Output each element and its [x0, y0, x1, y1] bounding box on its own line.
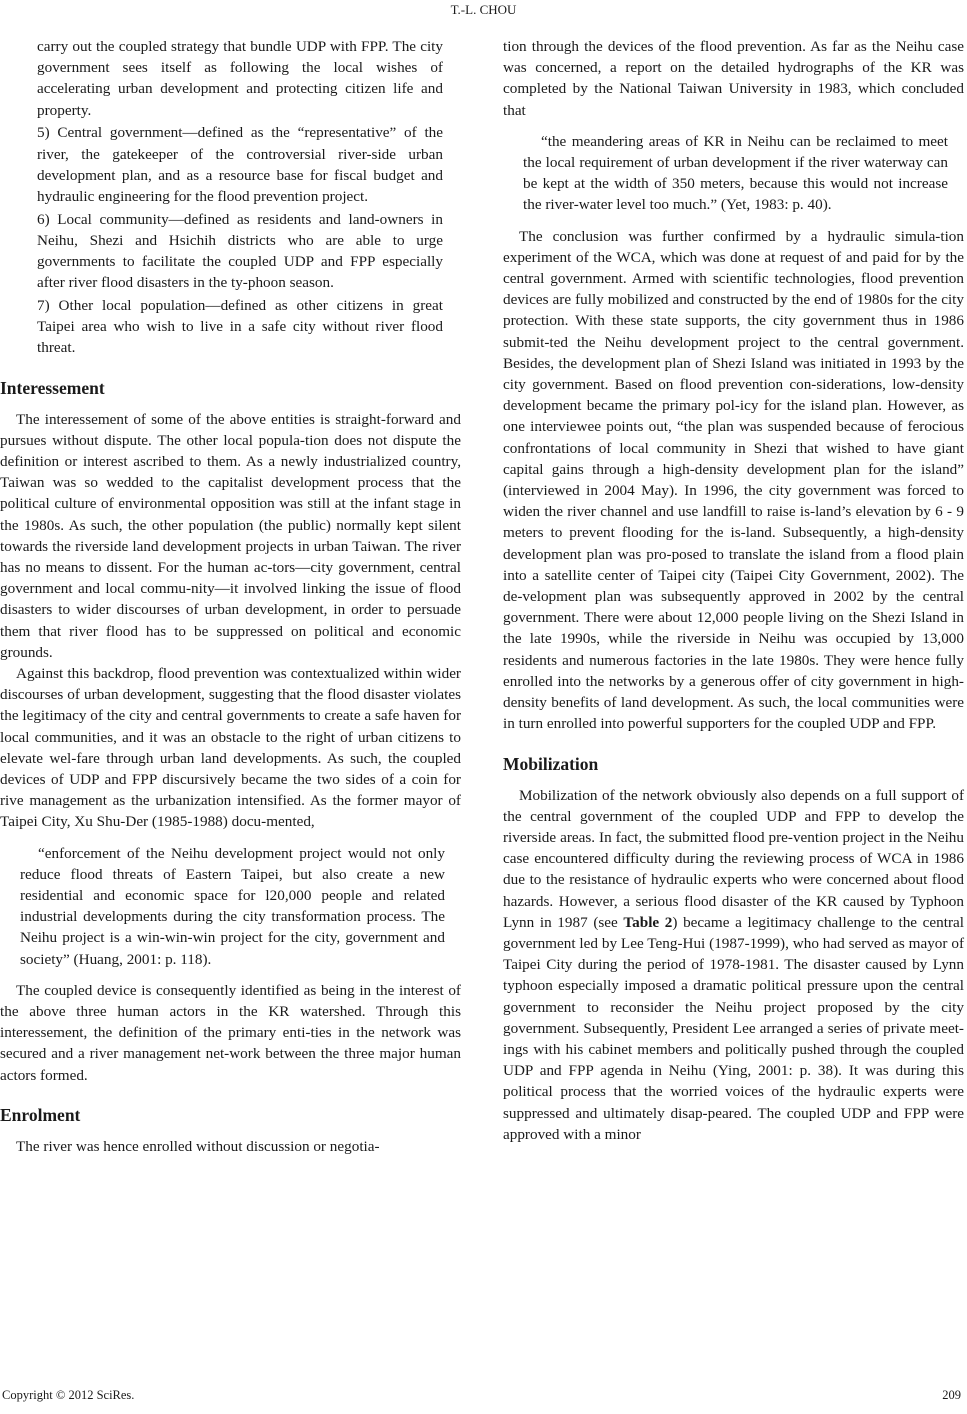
body-paragraph: The coupled device is consequently identified as being in the interest of the above three human actors in the KR watershed. Through this interessement, the definition of the primary enti-ties in the network was secured and a river management net-work between the three major human actors formed.	[0, 981, 461, 1084]
list-item: 7) Other local population—defined as other citizens in great Taipei area who wish to live in a safe city without river flood threat.	[37, 296, 443, 357]
list-item: 5) Central government—defined as the “representative” of the river, the gatekeeper of the controversial river-side urban development plan, and as a resource base for fiscal budget and hydraulic engineering for the flood prevention project.	[37, 124, 443, 205]
section-heading-enrolment: Enrolment	[0, 1104, 81, 1125]
body-paragraph: tion through the devices of the flood prevention. As far as the Neihu case was concerned, a report on the detailed hydrographs of the KR was completed by the National Taiwan University in 1983, which concluded that	[503, 38, 964, 119]
quote-text: “the meandering areas of KR in Neihu can be reclaimed to meet the local requirement of urban development if the river waterway can be kept at the width of 350 meters, because this would not increase the river-water level too much.” (Yet, 1983: p. 40).	[523, 132, 948, 214]
list-item: carry out the coupled strategy that bundle UDP with FPP. The city government sees itself as following the local wishes of accelerating urban development and protecting citizen life and property.	[37, 38, 443, 119]
paragraph-text: Mobilization of the network obviously also depends on a full support of the central government of the coupled UDP and FPP to develop the riverside areas. In fact, the submitted flood pre-vention project in the Neihu case encountered difficulty during the reviewing process of WCA in 1986 due to the resistance of hydraulic experts who were concerned about flood hazards. However, a serious flood disaster of the KR caused by Typhoon Lynn in 1987 (see	[503, 786, 964, 931]
running-head: T.-L. CHOU	[450, 2, 517, 17]
body-paragraph: The interessement of some of the above entities is straight-forward and pursues without dispute. The other local popula-tion does not dispute the definition or interest ascribed to them. As a newly industrialized country, Taiwan was so wedded to the capitalist development process that the political culture of environmental opposition was still at the infant stage in the 1980s. As such, the other population (the public) normally kept silent towards the riverside land development projects in urban Taiwan. The river has no means to dissent. For the human ac-tors—city government, central government and local commu-nity—it involved linking the issue of flood disasters to wider discourses of urban development, in order to persuade them that river flood has to be suppressed on political and economic grounds.	[0, 410, 461, 661]
left-column	[0, 36, 461, 1157]
copyright-notice: Copyright © 2012 SciRes.	[2, 1388, 135, 1402]
paragraph-text: ) became a legitimacy challenge to the central government led by Lee Teng-Hui (1987-1999), who had served as mayor of Taipei City during the period of 1978-1981. The disaster caused by Lynn typhoon especially imposed a dramatic political pressure upon the central government to reconsider the Neihu project proposed by the city government. Subsequently, President Lee arranged a series of private meet-ings with his cabinet members and politically pushed through the coupled UDP and FPP agenda in Neihu (Ying, 2001: p. 38). It was during this political process that the worried voices of the hydraulic experts were suppressed and ultimately disap-peared. The coupled UDP and FPP were approved with a minor	[503, 913, 964, 1143]
page-number: 209	[942, 1388, 961, 1402]
body-paragraph: Against this backdrop, flood prevention was contextualized within wider discourses of urban development, suggesting that the flood disaster violates the legitimacy of the city and central governments to create a safe haven for local communities, and it was an obstacle to the right of urban citizens to elevate wel-fare through urban land developments. As such, the coupled devices of UDP and FPP discursively became the two sides of a coin for rive management as the urbanization intensified. As the former mayor of Taipei City, Xu Shu-Der (1985-1988) docu-mented,	[0, 664, 461, 831]
body-paragraph: The river was hence enrolled without discussion or negotia-	[16, 1137, 380, 1155]
body-paragraph: The conclusion was further confirmed by a hydraulic simula-tion experiment of the WCA, which was done at request of and paid for by the central government. Armed with scientific technologies, flood prevention devices are fully mobilized and constructed by the end of 1980s for the city protection. With these state supports, the city government thus in 1986 submit-ted the Neihu development project to the central government. Besides, the development plan of Shezi Island was initiated in 1993 by the city government. Based on flood prevention con-siderations, low-density development became the primary pol-icy for the island plan. However, as one interviewee points out, “the plan was suspended because of ferocious confrontations of local community in Shezi that wished to have giant capital gains through a high-density development plan for the island” (interviewed in 2004 May). In 1996, the city government was forced to widen the river channel and use landfill to raise is-land’s elevation by 6 - 9 meters to prevent flooding for the is-land. Subsequently, a high-density development plan was pro-posed to translate the island from a flood plain into a satellite center of Taipei city (Taipei City Government, 2002). The de-velopment plan was subsequently approved in 2002 by the central government. There were about 12,000 people living on the Shezi Island in the late 1990s, while the riverside in Neihu was occupied by 13,000 residents and numerous factories in the late 1980s. They were hence fully enrolled into the networks by a generous offer of city government in high-density benefits of land development. As such, the local communities were in turn enrolled into powerful supporters for the coupled UDP and FPP.	[503, 227, 964, 733]
actor-definition-list	[0, 36, 461, 359]
body-paragraph	[503, 785, 964, 1145]
quote-text: “enforcement of the Neihu development project would not only reduce flood threats of Eastern Taipei, but also create a new residential and economic space for l20,000 people and related industrial developments during the city transformation process. The Neihu project is a win-win-win project for the city, government and society” (Huang, 2001: p. 118).	[20, 844, 445, 968]
list-item: 6) Local community—defined as residents and land-owners in Neihu, Shezi and Hsichih districts who are able to urge governments to facilitate the coupled UDP and FPP especially after river flood disasters in the ty-phoon season.	[37, 210, 443, 292]
block-quote	[503, 131, 964, 216]
right-column	[503, 36, 964, 1145]
section-heading-interessement: Interessement	[0, 377, 105, 398]
block-quote	[0, 843, 461, 970]
table-reference-link[interactable]: Table 2	[623, 913, 673, 931]
section-heading-mobilization: Mobilization	[503, 753, 599, 774]
